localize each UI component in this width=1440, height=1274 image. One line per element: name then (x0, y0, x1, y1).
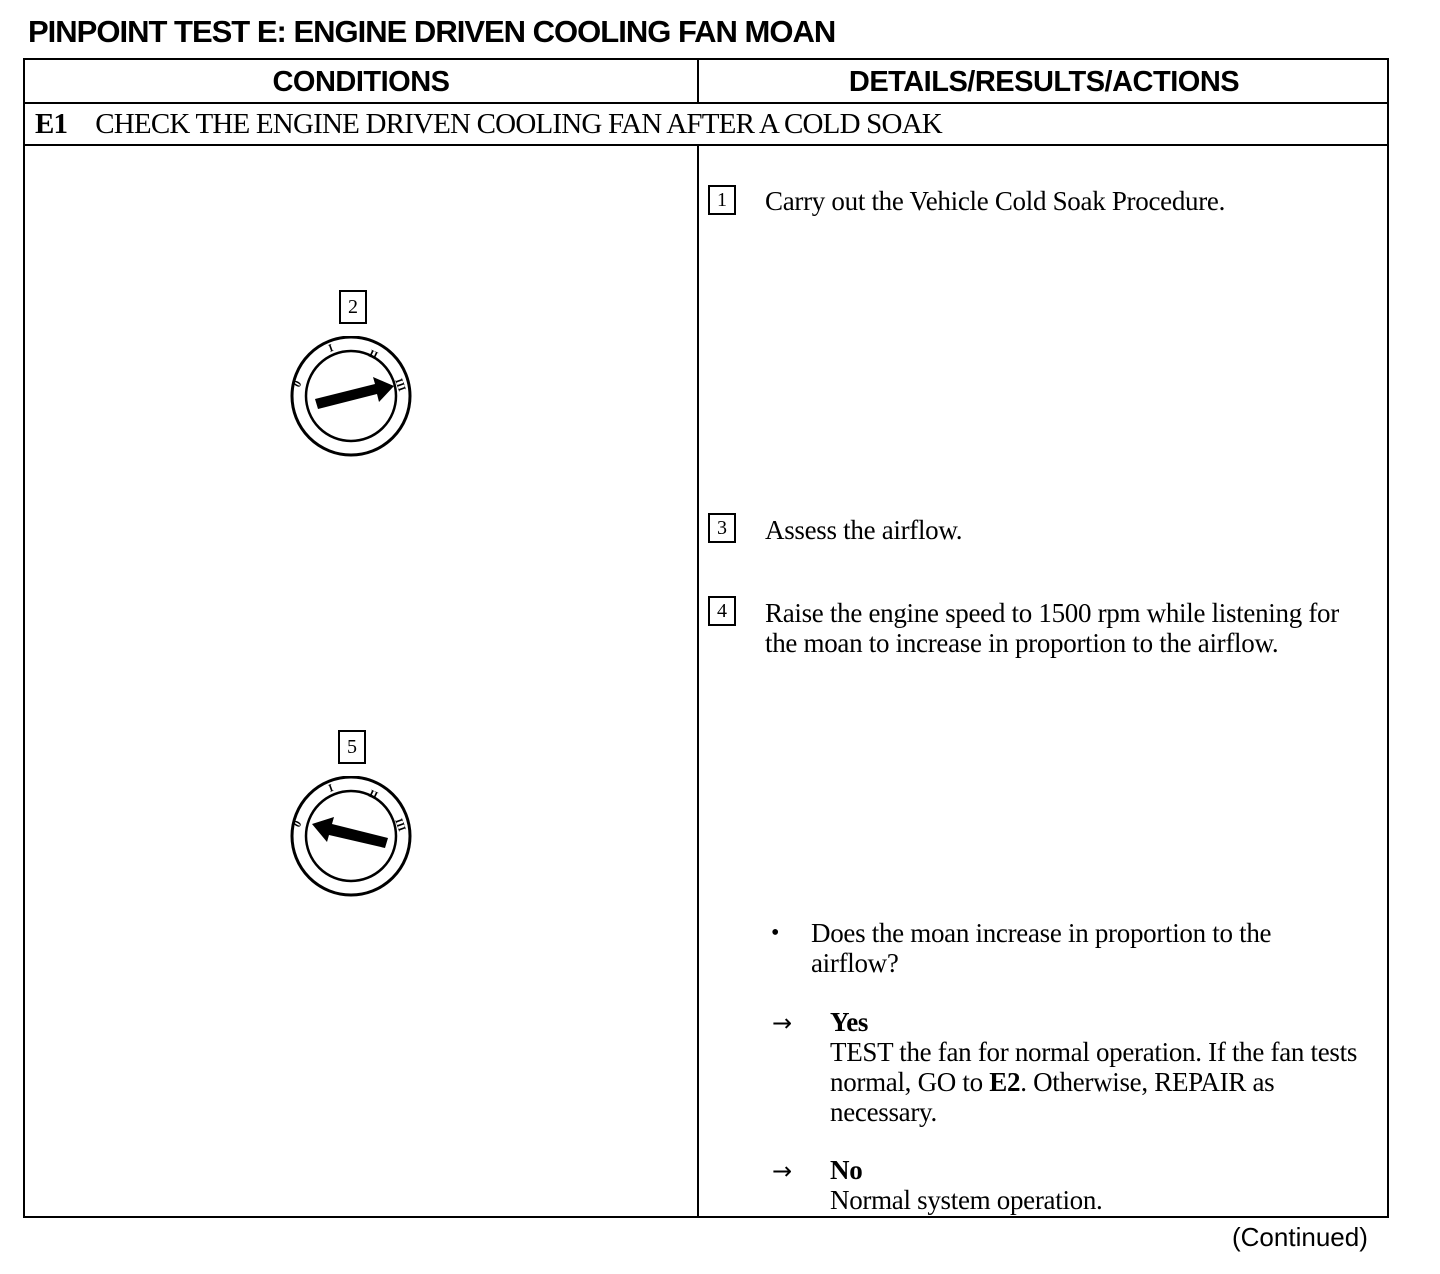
header-column-divider (697, 60, 699, 102)
action-text-1: Carry out the Vehicle Cold Soak Procedure. (765, 186, 1226, 216)
ignition-switch-dial-off-icon (288, 776, 414, 898)
dial-mark-3: III (392, 376, 408, 394)
dial-mark-0: 0 (291, 378, 305, 390)
page-title: PINPOINT TEST E: ENGINE DRIVEN COOLING FAN MOAN (28, 14, 836, 49)
result-no-label: No (830, 1155, 863, 1185)
column-header-conditions: CONDITIONS (272, 66, 450, 98)
question-text: Does the moan increase in proportion to the airflow? (811, 918, 1272, 978)
column-header-actions: DETAILS/RESULTS/ACTIONS (848, 66, 1240, 98)
dial-mark-2: II (366, 347, 380, 363)
result-no (830, 1155, 1375, 1215)
dial-mark-2: II (366, 787, 380, 803)
step-id: E1 (35, 108, 68, 140)
step-heading (35, 104, 942, 144)
ignition-switch-dial-run-icon (288, 336, 414, 458)
action-text-4: Raise the engine speed to 1500 rpm while listening for the moan to increase in proportion to the airflow. (765, 598, 1339, 658)
result-yes-text-before: TEST the fan for normal operation. If the fan tests normal, GO to (830, 1037, 1358, 1097)
result-yes-ref: E2 (989, 1067, 1021, 1097)
dial-mark-1: I (326, 342, 336, 355)
yes-arrow-icon: → (772, 1009, 793, 1037)
action-number-3: 3 (708, 513, 736, 543)
question-bullet: • (771, 920, 780, 946)
action-number-1: 1 (708, 185, 736, 215)
continued-note: (Continued) (1232, 1222, 1368, 1252)
result-yes-text-after: . Otherwise, REPAIR as necessary. (830, 1067, 1275, 1127)
dial-mark-3: III (392, 816, 408, 834)
dial-mark-0: 0 (291, 818, 305, 830)
column-divider (697, 146, 699, 1216)
result-yes (830, 1007, 1375, 1127)
result-no-text: Normal system operation. (830, 1185, 1103, 1215)
condition-label-5: 5 (338, 730, 366, 764)
condition-label-2: 2 (339, 290, 367, 324)
no-arrow-icon: → (772, 1157, 793, 1185)
dial-mark-1: I (326, 782, 336, 795)
action-number-4: 4 (708, 596, 736, 626)
result-yes-label: Yes (830, 1007, 869, 1037)
step-divider (25, 144, 1387, 146)
action-text-3: Assess the airflow. (765, 515, 963, 545)
step-title: CHECK THE ENGINE DRIVEN COOLING FAN AFTER A COLD SOAK (95, 108, 942, 140)
